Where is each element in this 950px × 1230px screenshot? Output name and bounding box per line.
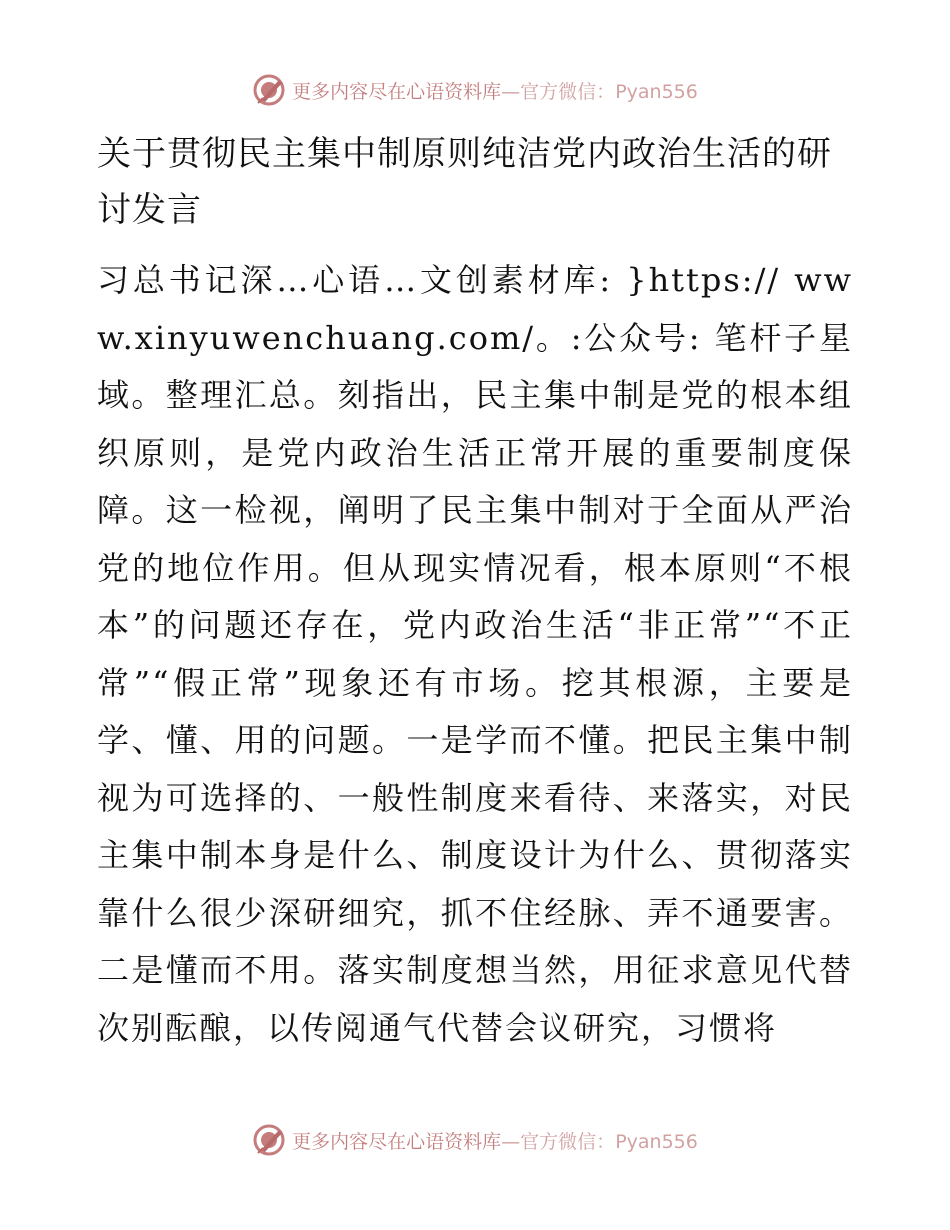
watermark-main-text: 更多内容尽在心语资料库 (292, 1130, 502, 1153)
watermark-dash: — (501, 1130, 521, 1153)
watermark-wechat-label: 官方微信： (520, 1130, 616, 1153)
watermark-text (292, 1127, 698, 1154)
header-watermark (0, 72, 950, 108)
watermark-wechat-id: Pyan556 (615, 80, 698, 103)
watermark-wechat-label: 官方微信： (520, 80, 616, 103)
feather-seal-icon (252, 73, 286, 107)
document-body: 习总书记深…心语…文创素材库: }https:// www.xinyuwenchuang.com/。:公众号: 笔杆子星域。整理汇总。刻指出，民主集中制是党的根本组织原则，是党内政治生活正常开展的重要制度保障。这一检视，阐明了民主集中制对于全面从严治党的地位作用。但从现实情况看，根本原则“不根本”的问题还存在，党内政治生活“非正常”“不正常”“假正常”现象还有市场。挖其根源，主要是学、懂、用的问题。一是学而不懂。把民主集中制视为可选择的、一般性制度来看待、来落实，对民主集中制本身是什么、制度设计为什么、贯彻落实靠什么很少深研细究，抓不住经脉、弄不通要害。二是懂而不用。落实制度想当然，用征求意见代替次别酝酿，以传阅通气代替会议研究，习惯将 (97, 261, 853, 1047)
feather-seal-icon (252, 1123, 286, 1157)
watermark-text (292, 77, 698, 104)
document-title: 关于贯彻民主集中制原则纯洁党内政治生活的研讨发言 (97, 134, 832, 230)
watermark-dash: — (501, 80, 521, 103)
watermark-main-text: 更多内容尽在心语资料库 (292, 80, 502, 103)
footer-watermark (0, 1122, 950, 1158)
watermark-wechat-id: Pyan556 (615, 1130, 698, 1153)
